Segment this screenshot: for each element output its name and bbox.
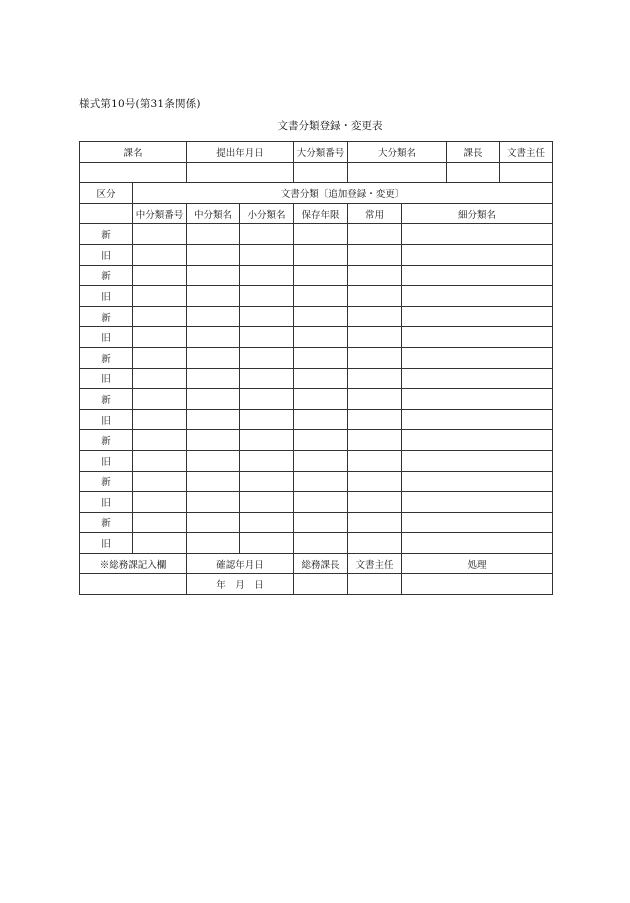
input-cell[interactable] [240, 327, 294, 348]
input-cell-section-chief[interactable] [447, 162, 500, 183]
input-cell[interactable] [187, 224, 240, 245]
input-cell[interactable] [348, 347, 402, 368]
row-label: 新 [80, 265, 133, 286]
footer-header-row [80, 553, 553, 574]
table-row [80, 512, 553, 533]
row-label: 新 [80, 347, 133, 368]
input-cell-document-officer-2[interactable] [348, 574, 402, 595]
input-cell[interactable] [240, 368, 294, 389]
footer-header: 確認年月日 [187, 553, 294, 574]
input-cell[interactable] [240, 512, 294, 533]
input-cell[interactable] [348, 430, 402, 451]
input-cell[interactable] [133, 450, 187, 471]
input-cell[interactable] [133, 389, 187, 410]
input-cell[interactable] [348, 306, 402, 327]
input-cell[interactable] [187, 327, 240, 348]
input-cell[interactable] [133, 409, 187, 430]
input-cell[interactable] [240, 286, 294, 307]
column-header: 保存年限 [294, 203, 348, 224]
row-label: 新 [80, 224, 133, 245]
input-cell[interactable] [187, 430, 240, 451]
row-label: 旧 [80, 368, 133, 389]
input-cell-processing[interactable] [402, 574, 553, 595]
input-cell[interactable] [348, 409, 402, 430]
input-cell[interactable] [294, 533, 348, 554]
table-row [80, 347, 553, 368]
row-label: 新 [80, 306, 133, 327]
input-cell[interactable] [294, 430, 348, 451]
header-cell: 課名 [80, 142, 187, 163]
table-row [80, 244, 553, 265]
input-cell[interactable] [240, 492, 294, 513]
header-cell: 大分類番号 [294, 142, 348, 163]
input-cell[interactable] [402, 327, 553, 348]
table-row [80, 224, 553, 245]
input-cell[interactable] [402, 224, 553, 245]
note-label: ※総務課記入欄 [80, 553, 187, 574]
form-title: 文書分類登録・変更表 [277, 120, 383, 132]
input-cell[interactable] [187, 512, 240, 533]
input-cell-submission-date[interactable] [187, 162, 294, 183]
input-cell[interactable] [348, 224, 402, 245]
top-header-row [80, 142, 553, 163]
input-cell[interactable] [402, 409, 553, 430]
header-cell: 提出年月日 [187, 142, 294, 163]
row-label: 新 [80, 389, 133, 410]
input-cell[interactable] [240, 306, 294, 327]
row-label: 旧 [80, 327, 133, 348]
input-cell[interactable] [133, 430, 187, 451]
table-row [80, 368, 553, 389]
input-cell[interactable] [187, 265, 240, 286]
column-header-row [80, 203, 553, 224]
input-cell[interactable] [187, 450, 240, 471]
row-label: 新 [80, 471, 133, 492]
input-cell[interactable] [240, 347, 294, 368]
input-cell[interactable] [294, 286, 348, 307]
row-label: 旧 [80, 286, 133, 307]
header-cell: 文書主任 [500, 142, 553, 163]
input-cell[interactable] [402, 389, 553, 410]
column-header: 常用 [348, 203, 402, 224]
input-cell[interactable] [187, 409, 240, 430]
column-header: 中分類番号 [133, 203, 187, 224]
input-cell[interactable] [294, 224, 348, 245]
input-cell[interactable] [187, 347, 240, 368]
input-cell[interactable] [402, 265, 553, 286]
table-row [80, 533, 553, 554]
input-cell[interactable] [133, 512, 187, 533]
form-number: 様式第10号(第31条関係) [79, 98, 201, 110]
top-input-row [80, 162, 553, 183]
input-cell[interactable] [133, 286, 187, 307]
input-cell[interactable] [348, 389, 402, 410]
input-cell[interactable] [294, 471, 348, 492]
input-cell[interactable] [402, 306, 553, 327]
input-cell[interactable] [402, 347, 553, 368]
input-cell[interactable] [133, 244, 187, 265]
input-cell[interactable] [294, 347, 348, 368]
input-cell[interactable] [240, 471, 294, 492]
input-cell[interactable] [348, 492, 402, 513]
input-cell[interactable] [240, 450, 294, 471]
input-cell[interactable] [133, 471, 187, 492]
input-cell-major-number[interactable] [294, 162, 348, 183]
row-label: 旧 [80, 492, 133, 513]
input-cell[interactable] [402, 512, 553, 533]
input-cell[interactable] [294, 368, 348, 389]
table-row [80, 430, 553, 451]
input-cell-section-name[interactable] [80, 162, 187, 183]
row-label: 旧 [80, 244, 133, 265]
input-cell[interactable] [402, 430, 553, 451]
column-header: 中分類名 [187, 203, 240, 224]
input-cell[interactable] [240, 409, 294, 430]
input-cell[interactable] [294, 327, 348, 348]
input-cell[interactable] [348, 450, 402, 471]
input-cell[interactable] [348, 533, 402, 554]
input-cell[interactable] [133, 347, 187, 368]
input-cell[interactable] [348, 471, 402, 492]
input-cell[interactable] [187, 492, 240, 513]
input-cell[interactable] [133, 327, 187, 348]
header-cell: 課長 [447, 142, 500, 163]
input-cell[interactable] [348, 265, 402, 286]
input-cell[interactable] [133, 492, 187, 513]
input-cell[interactable] [402, 471, 553, 492]
footer-input-row [80, 574, 553, 595]
empty-header-cell [80, 203, 133, 224]
input-cell[interactable] [294, 409, 348, 430]
input-cell[interactable] [348, 512, 402, 533]
table-row [80, 306, 553, 327]
input-cell[interactable] [133, 265, 187, 286]
row-label: 旧 [80, 409, 133, 430]
input-cell-major-name[interactable] [348, 162, 447, 183]
input-cell[interactable] [402, 286, 553, 307]
input-cell[interactable] [187, 471, 240, 492]
input-cell[interactable] [240, 244, 294, 265]
footer-header: 文書主任 [348, 553, 402, 574]
table-row [80, 471, 553, 492]
input-cell[interactable] [348, 368, 402, 389]
input-cell[interactable] [402, 244, 553, 265]
input-cell[interactable] [402, 450, 553, 471]
input-cell[interactable] [348, 327, 402, 348]
classification-form-table [79, 141, 553, 595]
table-row [80, 265, 553, 286]
row-label: 新 [80, 430, 133, 451]
input-cell[interactable] [348, 286, 402, 307]
input-cell[interactable] [133, 533, 187, 554]
input-cell[interactable] [348, 244, 402, 265]
input-cell[interactable] [294, 306, 348, 327]
input-cell[interactable] [187, 389, 240, 410]
footer-header: 総務課長 [294, 553, 348, 574]
input-cell[interactable] [294, 389, 348, 410]
footer-header: 処理 [402, 553, 553, 574]
input-cell[interactable] [187, 306, 240, 327]
row-label: 旧 [80, 533, 133, 554]
input-cell[interactable] [294, 512, 348, 533]
column-header: 小分類名 [240, 203, 294, 224]
input-cell[interactable] [133, 368, 187, 389]
row-label: 新 [80, 512, 133, 533]
input-cell-note[interactable] [80, 574, 187, 595]
input-cell[interactable] [294, 244, 348, 265]
section-title: 文書分類〔追加登録・変更〕 [133, 183, 553, 204]
input-cell[interactable] [187, 244, 240, 265]
input-cell[interactable] [187, 368, 240, 389]
table-row [80, 492, 553, 513]
confirmation-date-cell[interactable]: 年 月 日 [187, 574, 294, 595]
table-row [80, 327, 553, 348]
table-row [80, 450, 553, 471]
input-cell[interactable] [240, 430, 294, 451]
input-cell[interactable] [294, 450, 348, 471]
table-row [80, 389, 553, 410]
division-label: 区分 [80, 183, 133, 204]
input-cell[interactable] [294, 265, 348, 286]
column-header: 細分類名 [402, 203, 553, 224]
input-cell[interactable] [240, 533, 294, 554]
header-cell: 大分類名 [348, 142, 447, 163]
input-cell-general-affairs-chief[interactable] [294, 574, 348, 595]
input-cell[interactable] [133, 224, 187, 245]
input-cell[interactable] [402, 492, 553, 513]
input-cell[interactable] [240, 265, 294, 286]
row-label: 旧 [80, 450, 133, 471]
input-cell[interactable] [187, 286, 240, 307]
table-row [80, 286, 553, 307]
section-title-row [80, 183, 553, 204]
input-cell-document-officer[interactable] [500, 162, 553, 183]
input-cell[interactable] [402, 368, 553, 389]
input-cell[interactable] [133, 306, 187, 327]
table-row [80, 409, 553, 430]
input-cell[interactable] [402, 533, 553, 554]
input-cell[interactable] [187, 533, 240, 554]
input-cell[interactable] [240, 389, 294, 410]
input-cell[interactable] [240, 224, 294, 245]
input-cell[interactable] [294, 492, 348, 513]
